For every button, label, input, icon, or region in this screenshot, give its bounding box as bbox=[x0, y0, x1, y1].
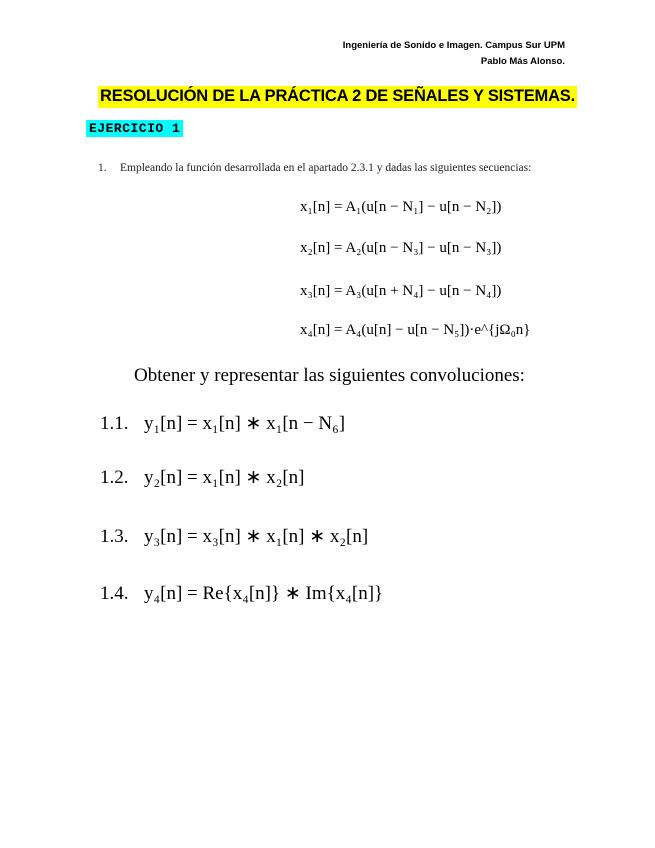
convolution-number: 1.1. bbox=[100, 413, 129, 434]
exercise-text: Empleando la función desarrollada en el apartado 2.3.1 y dadas las siguientes secuencias: bbox=[120, 162, 532, 174]
convolution-item bbox=[100, 525, 368, 548]
exercise-number: 1. bbox=[98, 162, 107, 174]
exercise-statement bbox=[98, 162, 531, 174]
convolution-item bbox=[100, 466, 304, 489]
convolution-expression: y₁[n] = x₁[n] ∗ x₁[n − N₆] bbox=[144, 413, 346, 434]
convolution-expression: y₄[n] = Re{x₄[n]} ∗ Im{x₄[n]} bbox=[144, 583, 384, 604]
convolution-number: 1.4. bbox=[100, 583, 129, 604]
sequence-x4: x₄[n] = A₄(u[n] − u[n − N₅])·e^{jΩ₀n} bbox=[300, 322, 531, 338]
convolution-number: 1.3. bbox=[100, 526, 129, 547]
document-title: RESOLUCIÓN DE LA PRÁCTICA 2 DE SEÑALES Y SISTEMAS. bbox=[98, 86, 577, 108]
header-author: Pablo Más Alonso. bbox=[480, 56, 565, 67]
convolution-expression: y₃[n] = x₃[n] ∗ x₁[n] ∗ x₂[n] bbox=[144, 526, 369, 547]
sequence-x2: x₂[n] = A₂(u[n − N₃] − u[n − N₃]) bbox=[300, 240, 502, 256]
convolution-item bbox=[100, 582, 383, 605]
convolution-expression: y₂[n] = x₁[n] ∗ x₂[n] bbox=[144, 467, 305, 488]
convolution-item bbox=[100, 412, 345, 435]
sequence-x3: x₃[n] = A₃(u[n + N₄] − u[n − N₄]) bbox=[300, 283, 502, 299]
convolution-number: 1.2. bbox=[100, 467, 129, 488]
instruction-text: Obtener y representar las siguientes convoluciones: bbox=[134, 365, 525, 386]
section-heading: EJERCICIO 1 bbox=[86, 120, 183, 137]
sequence-x1: x₁[n] = A₁(u[n − N₁] − u[n − N₂]) bbox=[300, 199, 502, 215]
header-institution: Ingeniería de Sonido e Imagen. Campus Sur UPM bbox=[342, 40, 565, 51]
